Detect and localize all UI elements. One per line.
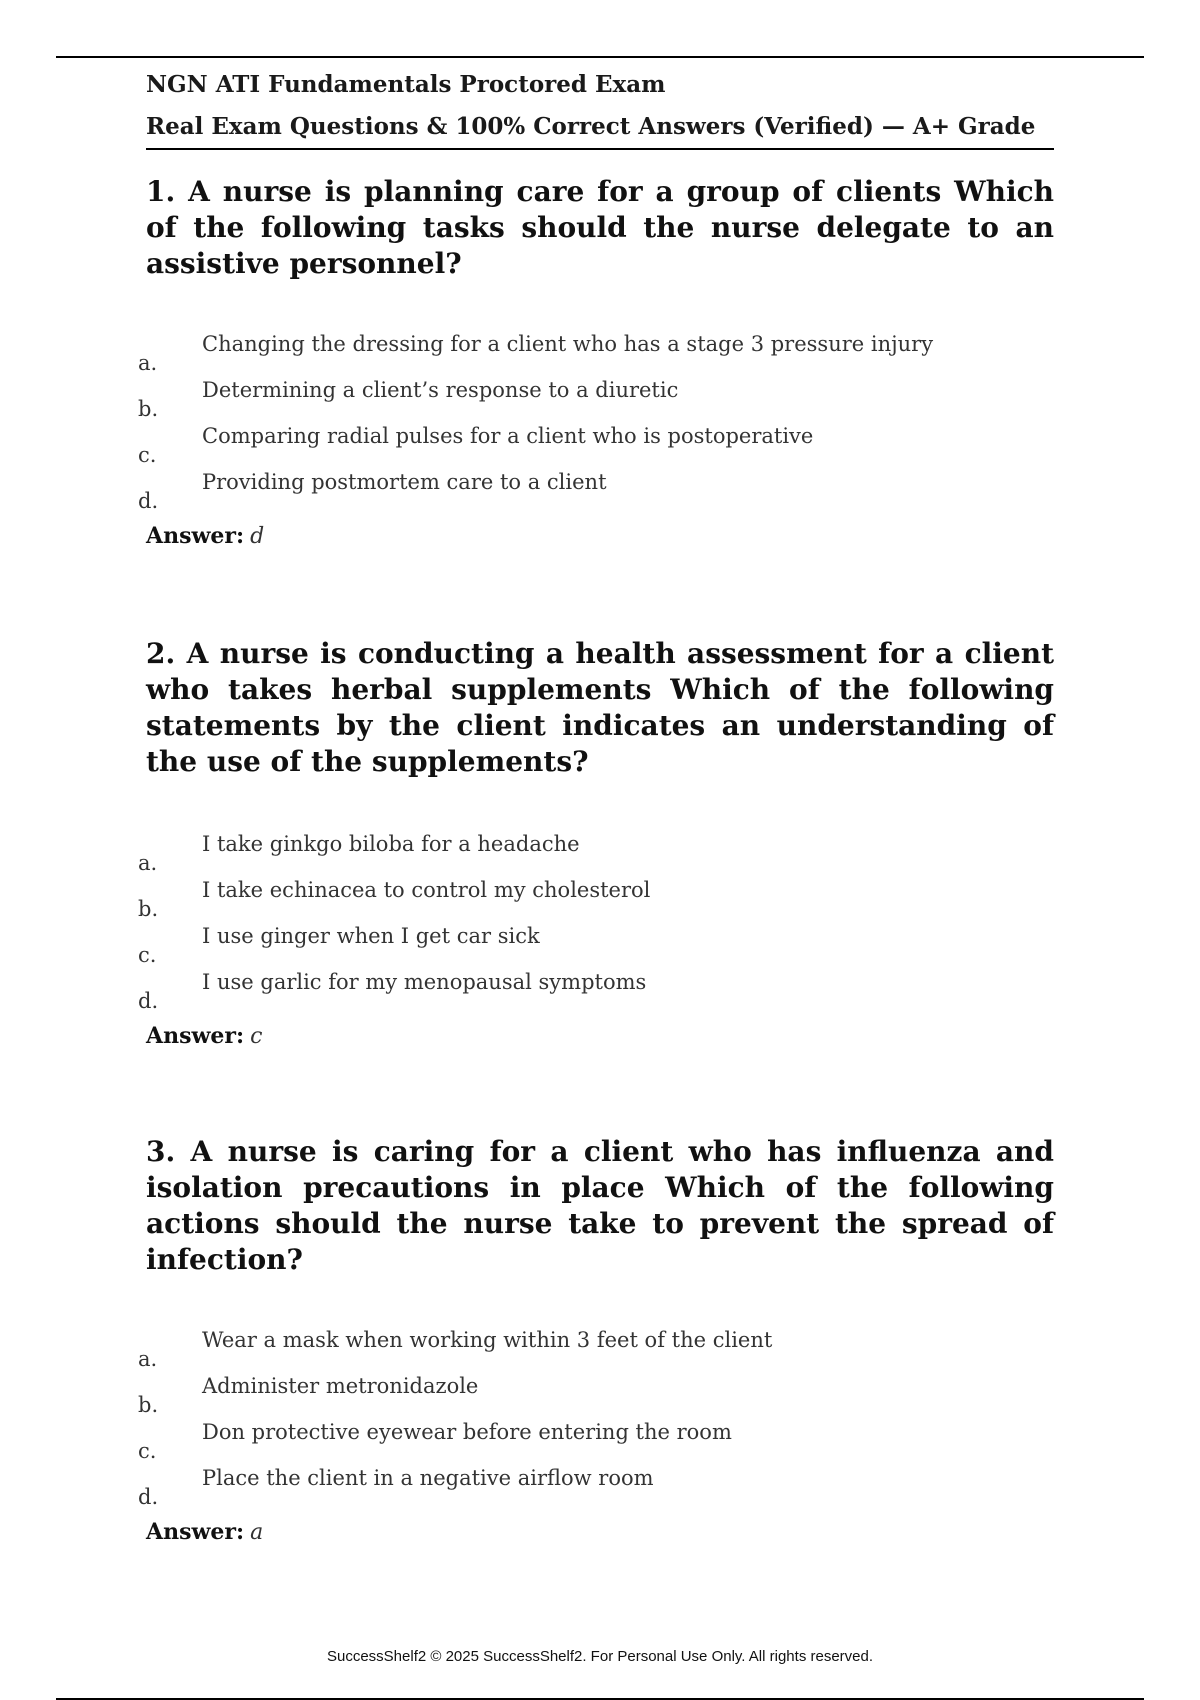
answer-label: Answer:	[146, 523, 245, 549]
option-list	[138, 832, 1054, 1016]
option-letter: c.	[138, 443, 157, 467]
option-d	[138, 470, 1054, 516]
option-b	[138, 378, 1054, 424]
option-list	[138, 1328, 1054, 1512]
question-2	[138, 636, 1054, 1057]
option-text: I use garlic for my menopausal symptoms	[202, 970, 647, 994]
option-letter: a.	[138, 851, 158, 875]
option-d	[138, 970, 1054, 1016]
document-title: NGN ATI Fundamentals Proctored Exam	[146, 71, 666, 98]
option-text: I take ginkgo biloba for a headache	[202, 832, 580, 856]
option-letter: b.	[138, 1393, 159, 1417]
option-letter: c.	[138, 1439, 157, 1463]
option-text: Providing postmortem care to a client	[202, 470, 607, 494]
answer-line	[146, 1512, 1054, 1553]
header-rule	[146, 148, 1054, 150]
answer-label: Answer:	[146, 1519, 245, 1545]
option-a	[138, 1328, 1054, 1374]
option-letter: d.	[138, 489, 159, 513]
question-text: 3. A nurse is caring for a client who has influenza and isolation precautions in place Which of the following actions should the nurse take to prevent the spread of infection?	[146, 1135, 1054, 1276]
option-text: Wear a mask when working within 3 feet of the client	[202, 1328, 773, 1352]
option-letter: b.	[138, 897, 159, 921]
answer-value: d	[250, 524, 265, 549]
option-letter: d.	[138, 989, 159, 1013]
option-text: Determining a client’s response to a diuretic	[202, 378, 679, 402]
option-letter: b.	[138, 397, 159, 421]
option-text: I take echinacea to control my cholesterol	[202, 878, 651, 902]
option-c	[138, 424, 1054, 470]
option-a	[138, 832, 1054, 878]
option-c	[138, 924, 1054, 970]
question-text: 2. A nurse is conducting a health assessment for a client who takes herbal supplements Which of the following statements by the client indicates an understanding of the use of the supplements?	[146, 637, 1054, 778]
option-text: Place the client in a negative airflow room	[202, 1466, 654, 1490]
document-subtitle: Real Exam Questions & 100% Correct Answers (Verified) — A+ Grade	[146, 113, 1036, 140]
option-a	[138, 332, 1054, 378]
question-1	[138, 174, 1054, 557]
option-letter: d.	[138, 1485, 159, 1509]
option-text: Administer metronidazole	[202, 1374, 479, 1398]
option-text: Changing the dressing for a client who has a stage 3 pressure injury	[202, 332, 934, 356]
answer-value: a	[250, 1520, 264, 1545]
option-b	[138, 878, 1054, 924]
option-letter: c.	[138, 943, 157, 967]
option-d	[138, 1466, 1054, 1512]
option-text: Comparing radial pulses for a client who is postoperative	[202, 424, 814, 448]
option-c	[138, 1420, 1054, 1466]
option-letter: a.	[138, 351, 158, 375]
option-letter: a.	[138, 1347, 158, 1371]
option-text: I use ginger when I get car sick	[202, 924, 540, 948]
top-rule	[56, 56, 1144, 58]
copyright-footer: SuccessShelf2 © 2025 SuccessShelf2. For Personal Use Only. All rights reserved.	[326, 1648, 874, 1665]
option-text: Don protective eyewear before entering the room	[202, 1420, 732, 1444]
answer-value: c	[250, 1024, 263, 1049]
question-3	[138, 1134, 1054, 1553]
page-header	[146, 64, 1054, 150]
answer-label: Answer:	[146, 1023, 245, 1049]
option-b	[138, 1374, 1054, 1420]
answer-line	[146, 516, 1054, 557]
option-list	[138, 332, 1054, 516]
question-text: 1. A nurse is planning care for a group of clients Which of the following tasks should the nurse delegate to an assistive personnel?	[146, 175, 1054, 280]
answer-line	[146, 1016, 1054, 1057]
